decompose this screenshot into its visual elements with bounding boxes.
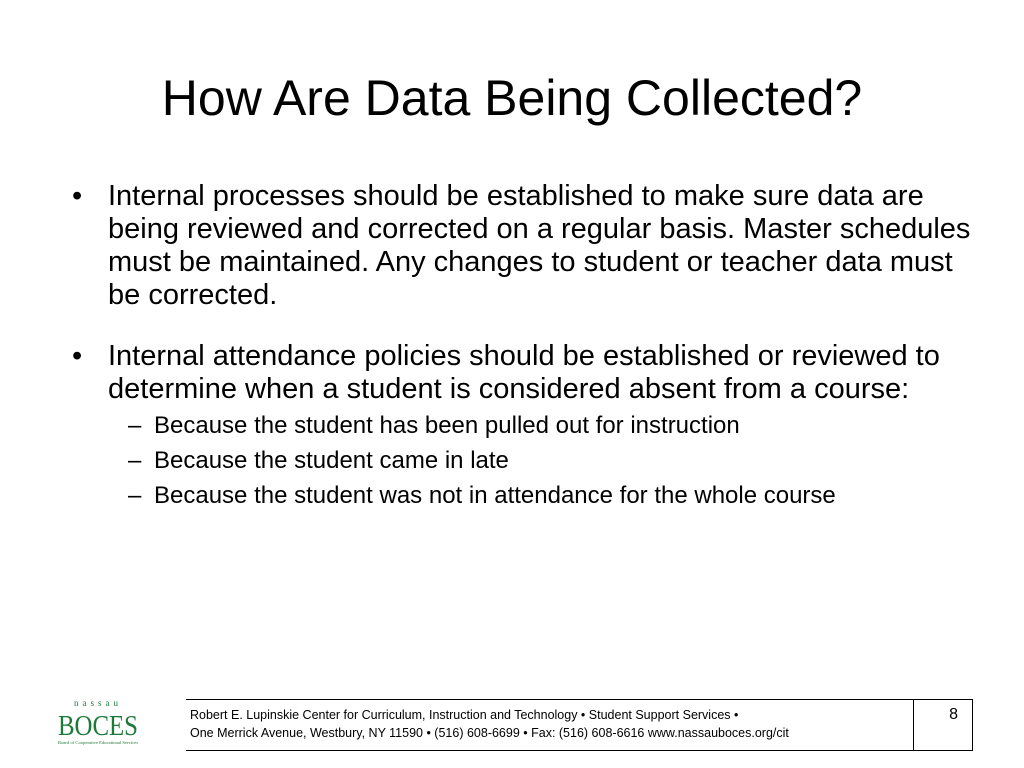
bullet-text: Internal processes should be established to make sure data are being reviewed and corrected on a regular basis. Master schedules must be maintained. Any changes to student or teacher data must be corrected. xyxy=(108,180,971,311)
sub-bullet-text: Because the student was not in attendance for the whole course xyxy=(154,482,836,509)
sub-bullet-text: Because the student has been pulled out for instruction xyxy=(154,412,740,439)
bullet-item xyxy=(72,340,972,513)
page-number: 8 xyxy=(913,699,973,751)
sub-bullet-list xyxy=(108,408,972,513)
logo-sub-text: Board of Cooperative Educational Services xyxy=(58,740,139,745)
sub-bullet-item xyxy=(108,478,972,513)
bullet-list xyxy=(72,180,972,541)
sub-bullet-text: Because the student came in late xyxy=(154,447,509,474)
bullet-marker: • xyxy=(72,180,83,212)
bullet-text: Internal attendance policies should be established or reviewed to determine when a student is considered absent from a course: xyxy=(108,340,940,405)
footer-line-1: Robert E. Lupinskie Center for Curriculum, Instruction and Technology • Student Support Services • xyxy=(190,708,739,722)
nassau-boces-logo xyxy=(56,697,140,747)
sub-bullet-marker: – xyxy=(128,482,142,509)
logo-top-text: nassau xyxy=(74,698,122,708)
sub-bullet-marker: – xyxy=(128,412,142,439)
slide-title: How Are Data Being Collected? xyxy=(161,70,863,126)
footer-line-2: One Merrick Avenue, Westbury, NY 11590 • (516) 608-6699 • Fax: (516) 608-6616 www.nassauboces.org/cit xyxy=(190,726,789,740)
sub-bullet-item xyxy=(108,443,972,478)
footer-address-box xyxy=(186,699,914,751)
sub-bullet-marker: – xyxy=(128,447,142,474)
sub-bullet-item xyxy=(108,408,972,443)
bullet-item xyxy=(72,180,972,312)
bullet-marker: • xyxy=(72,340,83,372)
logo-main-text: BOCES xyxy=(58,710,138,742)
